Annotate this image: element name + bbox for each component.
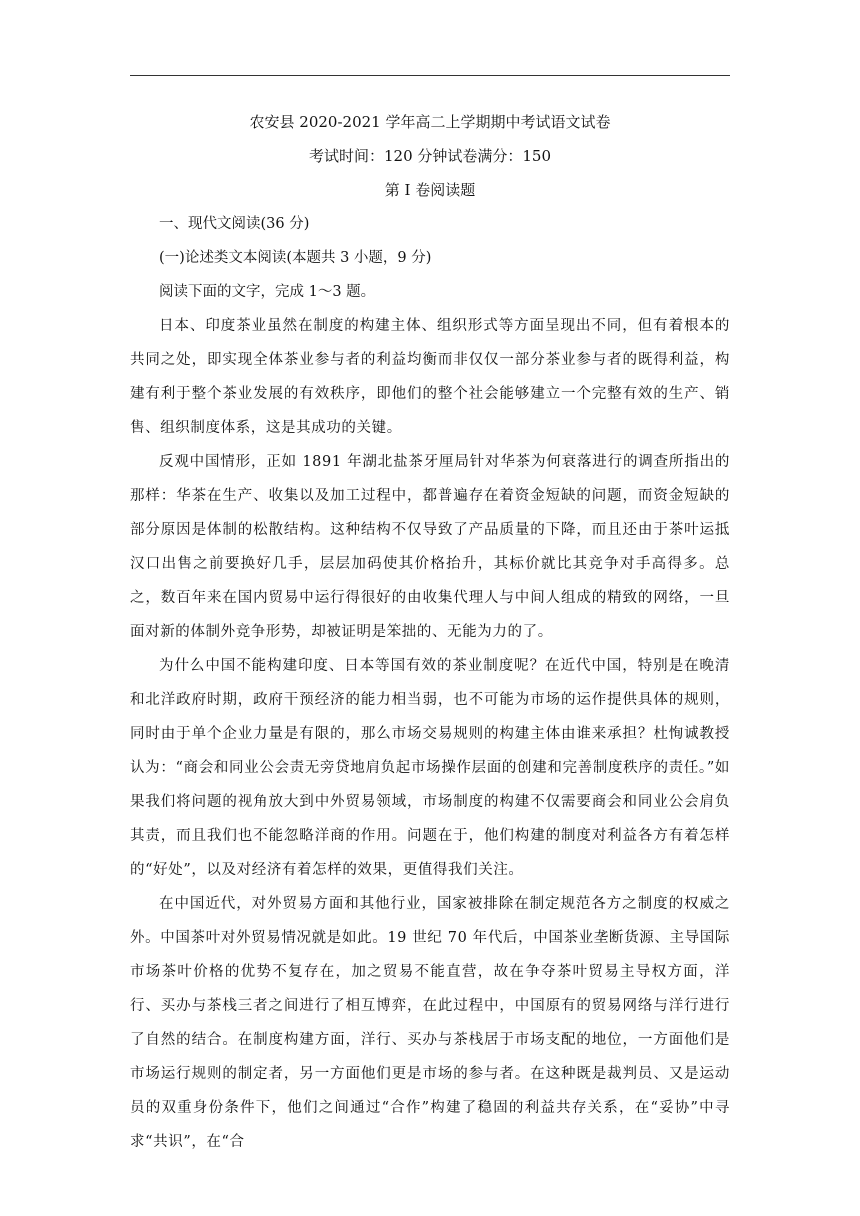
subsection-heading: (一)论述类文本阅读(本题共 3 小题，9 分) bbox=[159, 250, 432, 266]
paragraph: 反观中国情形，正如 1891 年湖北盐茶牙厘局针对华茶为何衰落进行的调查所指出的那样：华茶在生产、收集以及加工过程中，都普遍存在着资金短缺的问题，而资金短缺的部分原因是体制的松散结构。这种结构不仅导致了产品质量的下降，而且还由于茶叶运抵汉口出售之前要换好几手，层层加码使其价格抬升，其标价就比其竞争对手高得多。总之，数百年来在国内贸易中运行得很好的由收集代理人与中间人组成的精致的网络，一旦面对新的体制外竞争形势，却被证明是笨拙的、无能为力的了。 bbox=[130, 454, 730, 640]
volume-title: 第 I 卷阅读题 bbox=[384, 181, 476, 199]
paragraph: 为什么中国不能构建印度、日本等国有效的茶业制度呢？在近代中国，特别是在晚清和北洋政府时期，政府干预经济的能力相当弱，也不可能为市场的运作提供具体的规则，同时由于单个企业力量是有限的，那么市场交易规则的构建主体由谁来承担？杜恂诚教授认为：“商会和同业公会责无旁贷地肩负起市场操作层面的创建和完善制度秩序的责任。”如果我们将问题的视角放大到中外贸易领域，市场制度的构建不仅需要商会和同业公会肩负其责，而且我们也不能忽略洋商的作用。问题在于，他们构建的制度对利益各方有着怎样的“好处”，以及对经济有着怎样的效果，更值得我们关注。 bbox=[130, 658, 730, 878]
header-rule bbox=[130, 75, 730, 76]
document-body bbox=[130, 105, 730, 1159]
paragraph: 在中国近代，对外贸易方面和其他行业，国家被排除在制定规范各方之制度的权威之外。中国茶叶对外贸易情况就是如此。19 世纪 70 年代后，中国茶业垄断货源、主导国际市场茶叶价格的优势不复存在，加之贸易不能直营，故在争夺茶叶贸易主导权方面，洋行、买办与茶栈三者之间进行了相互博弈，在此过程中，中国原有的贸易网络与洋行进行了自然的结合。在制度构建方面，洋行、买办与茶栈居于市场支配的地位，一方面他们是市场运行规则的制定者，另一方面他们更是市场的参与者。在这种既是裁判员、又是运动员的双重身份条件下，他们之间通过“合作”构建了稳固的利益共存关系，在“妥协”中寻求“共识”，在“合 bbox=[130, 896, 730, 1150]
paragraph: 日本、印度茶业虽然在制度的构建主体、组织形式等方面呈现出不同，但有着根本的共同之处，即实现全体茶业参与者的利益均衡而非仅仅一部分茶业参与者的既得利益，构建有利于整个茶业发展的有效秩序，即他们的整个社会能够建立一个完整有效的生产、销售、组织制度体系，这是其成功的关键。 bbox=[130, 318, 730, 436]
section-heading: 一、现代文阅读(36 分) bbox=[159, 216, 310, 232]
instruction-text: 阅读下面的文字，完成 1～3 题。 bbox=[159, 284, 376, 300]
exam-info: 考试时间：120 分钟试卷满分：150 bbox=[308, 147, 552, 165]
exam-title: 农安县 2020-2021 学年高二上学期期中考试语文试卷 bbox=[249, 113, 611, 131]
